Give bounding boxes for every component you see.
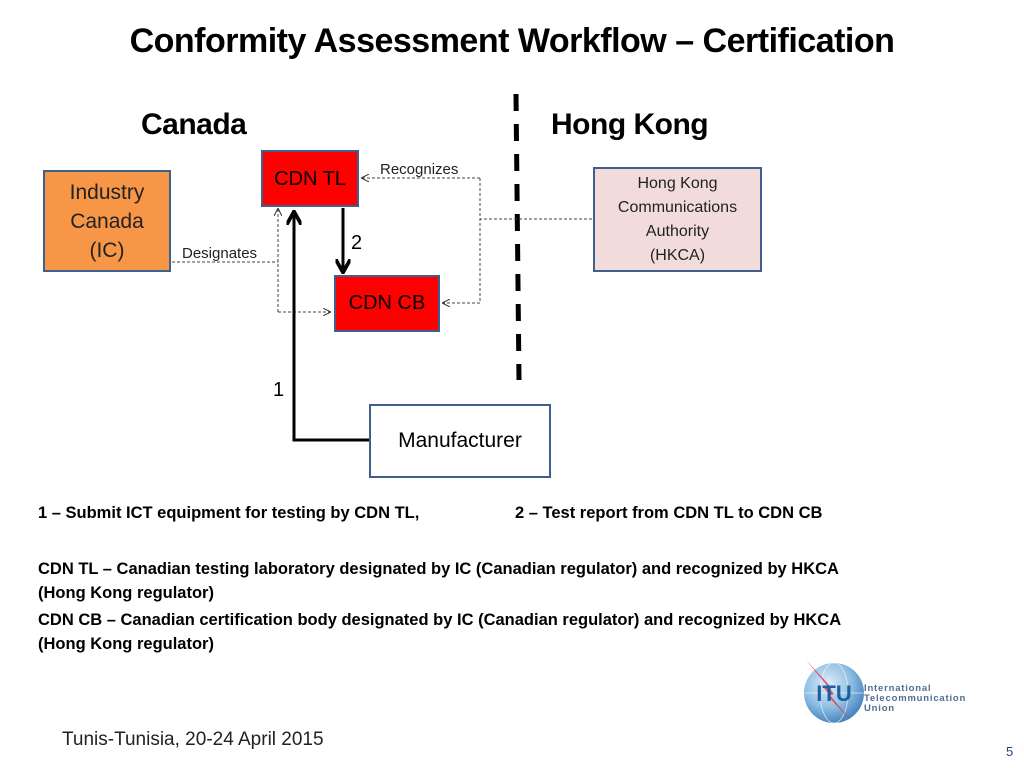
node-cdn-cb-label: CDN CB — [348, 292, 426, 314]
definition-cdn-tl-line: (Hong Kong regulator) — [38, 584, 214, 602]
definition-cdn-cb — [38, 608, 841, 656]
node-hkca-line: (HKCA) — [649, 246, 706, 264]
slide-title: Conformity Assessment Workflow – Certification — [129, 22, 895, 60]
logo-text-line: Telecommunication — [864, 693, 967, 704]
itu-logo — [800, 656, 980, 726]
node-cdn-tl-label: CDN TL — [274, 168, 346, 190]
node-cdn-tl — [261, 150, 359, 207]
page-number: 5 — [1006, 744, 1014, 759]
node-hkca-line: Communications — [617, 198, 738, 216]
node-ic-line: (IC) — [89, 238, 125, 262]
edge-label-step-1: 1 — [273, 379, 285, 401]
logo-text-line: International — [864, 683, 932, 694]
node-ic-line: Industry — [69, 180, 145, 204]
svg-text:ITU: ITU — [816, 681, 852, 706]
region-canada: Canada — [141, 108, 247, 141]
region-hong-kong: Hong Kong — [551, 108, 709, 141]
node-manufacturer-label: Manufacturer — [398, 429, 522, 452]
edge-label-step-2: 2 — [351, 232, 363, 254]
footer-location-date: Tunis-Tunisia, 20-24 April 2015 — [62, 729, 324, 750]
note-step-1: 1 – Submit ICT equipment for testing by CDN TL, — [38, 504, 420, 522]
edge-label-recognizes: Recognizes — [380, 161, 459, 178]
node-hkca — [593, 167, 762, 272]
itu-globe-icon — [800, 656, 870, 726]
node-hkca-line: Hong Kong — [637, 174, 718, 192]
node-cdn-cb — [334, 275, 440, 332]
border-divider — [516, 94, 519, 380]
definition-cdn-tl-line: CDN TL – Canadian testing laboratory designated by IC (Canadian regulator) and recognized by HKCA — [38, 560, 839, 578]
definition-cdn-tl — [38, 557, 839, 605]
node-hkca-line: Authority — [645, 222, 710, 240]
edge-label-designates: Designates — [182, 245, 258, 262]
node-industry-canada — [43, 170, 171, 272]
logo-text-line: Union — [864, 703, 895, 714]
node-ic-line: Canada — [70, 209, 144, 233]
definition-cdn-cb-line: CDN CB – Canadian certification body designated by IC (Canadian regulator) and recognized by HKCA — [38, 611, 842, 629]
note-step-2: 2 – Test report from CDN TL to CDN CB — [515, 504, 823, 522]
definition-cdn-cb-line: (Hong Kong regulator) — [38, 635, 214, 653]
node-manufacturer — [369, 404, 551, 478]
